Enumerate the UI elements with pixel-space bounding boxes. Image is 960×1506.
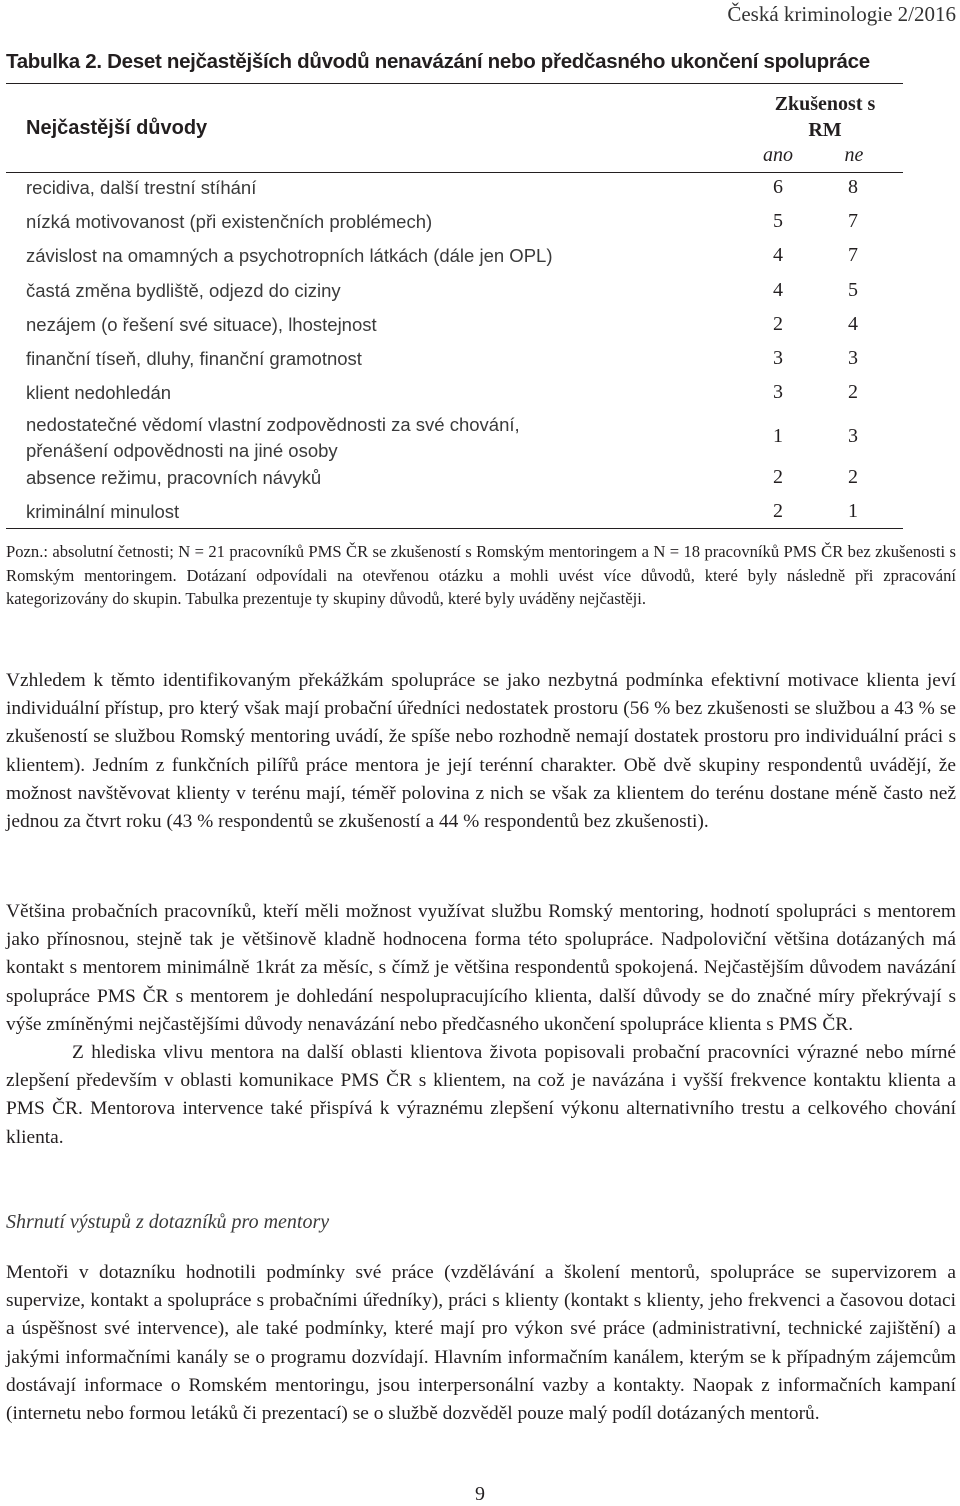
table-top-rule [6, 83, 903, 84]
paragraph-obstacles [6, 667, 956, 836]
paragraph-text: Vzhledem k těmto identifikovaným překážkám spolupráce se jako nezbytná podmínka efektivní motivace klienta jeví individuální přístup, pro který však mají probační úředníci nedostatek prostoru (56 % bez zkušenosti se službou a 43 % se zkušeností se službou Romský mentoring uvádí, že spíše nebo rozhodně nemají dostatek prostoru pro individuální práci s klientem). Jedním z funkčních pilířů práce mentora je její terénní charakter. Obě dvě skupiny respondentů uvádějí, že možnost navštěvovat klienty v terénu mají, téměř polovina z nich se však za klientem do terénu dostane méně často než jednou za čtvrt roku (43 % respondentů se zkušeností a 44 % respondentů bez zkušenosti). [6, 670, 956, 833]
row-reason: klient nedohledán [26, 382, 172, 403]
row-no-count: 3 [848, 347, 858, 369]
row-yes-count: 3 [773, 381, 783, 403]
row-reason: nezájem (o řešení své situace), lhostejnost [26, 314, 377, 335]
row-no-count: 3 [848, 425, 858, 447]
journal-header: Česká kriminologie 2/2016 [727, 2, 956, 26]
row-reason: častá změna bydliště, odjezd do ciziny [26, 280, 341, 301]
row-reason-line1: nedostatečné vědomí vlastní zodpovědnosti za své chování, [26, 414, 520, 435]
row-yes-count: 4 [773, 244, 783, 266]
table-bottom-rule [6, 528, 903, 529]
page-number: 9 [475, 1483, 485, 1505]
row-yes-count: 2 [773, 466, 783, 488]
column-header-no: ne [844, 144, 864, 166]
row-reason: recidiva, další trestní stíhání [26, 177, 257, 198]
row-no-count: 1 [848, 500, 858, 522]
column-header-experience-line2: RM [808, 119, 842, 141]
row-no-count: 2 [848, 466, 858, 488]
row-reason: finanční tíseň, dluhy, finanční gramotnost [26, 348, 362, 369]
row-no-count: 4 [848, 313, 858, 335]
row-no-count: 7 [848, 210, 858, 232]
row-no-count: 5 [848, 279, 858, 301]
row-no-count: 7 [848, 244, 858, 266]
table-note-text: : absolutní četnosti; N = 21 pracovníků PMS ČR se zkušeností s Romským mentoringem a N = 18 pracovníků PMS ČR bez zkušenosti s Romským mentoringem. Dotázaní odpovídali na otevřenou otázku a mohli uvést více důvodů, které byly následně při zpracování kategorizovány do skupin. Tabulka prezentuje ty skupiny důvodů, které byly uváděny nejčastěji. [6, 542, 956, 609]
paragraph-text: Mentoři v dotazníku hodnotili podmínky své práce (vzdělávání a školení mentorů, spolupráce se supervizorem a supervize, kontakt a spolupráce s probačními úředníky), práci s klienty (kontakt s klienty, jeho frekvenci a časovou dotaci a úspěšnost své intervence), ale také podmínky, které mají pro výkon své práce (administrativní, technické zajištění) a jakými informačními kanály se o programu dozvídají. Hlavním informačním kanálem, kterým se k případným zájemcům dostávají informace o Romském mentoringu, jsou interpersonální vazby a kontakty. Naopak z informačních kampaní (internetu nebo formou letáků či prezentací) se o službě dozvěděl pouze malý podíl dotázaných mentorů. [6, 1262, 956, 1425]
column-header-experience [760, 91, 890, 143]
column-header-yes: ano [763, 144, 793, 166]
row-reason: kriminální minulost [26, 501, 180, 522]
column-header-experience-line1: Zkušenost s [774, 93, 876, 115]
row-no-count: 8 [848, 176, 858, 198]
table-caption: Tabulka 2. Deset nejčastějších důvodů nenavázání nebo předčasného ukončení spolupráce [6, 50, 870, 73]
row-reason: závislost na omamných a psychotropních látkách (dále jen OPL) [26, 245, 553, 266]
paragraph-text: Většina probačních pracovníků, kteří měli možnost využívat službu Romský mentoring, hodnotí spolupráci s mentorem jako přínosnou, stejně tak je většinově kladně hodnocena forma této spolupráce. Nadpoloviční většina dotázaných má kontakt s mentorem minimálně 1krát za měsíc, s čímž je většina respondentů spokojená. Nejčastějším důvodem navázání spolupráce PMS ČR s mentorem je dohledání nespolupracujícího klienta, další důvody se do značné míry překrývají s výše zmíněnými nejčastějšími důvody nenavázání nebo předčasného ukončení spolupráce klienta s PMS ČR. [6, 901, 956, 1035]
table-note-label: Pozn. [6, 542, 44, 561]
row-yes-count: 4 [773, 279, 783, 301]
row-yes-count: 5 [773, 210, 783, 232]
row-yes-count: 2 [773, 500, 783, 522]
row-yes-count: 3 [773, 347, 783, 369]
table-note [6, 540, 956, 611]
row-reason-line2: přenášení odpovědnosti na jiné osoby [26, 440, 338, 461]
table-header-rule [6, 172, 903, 173]
paragraph-mentors [6, 1259, 956, 1428]
row-reason: absence režimu, pracovních návyků [26, 467, 322, 488]
paragraph-text: Z hlediska vlivu mentora na další oblasti klientova života popisovali probační pracovníci výrazné nebo mírné zlepšení především v oblasti komunikace PMS ČR s klientem, na což je navázána i vyšší frekvence kontaktu klienta a PMS ČR. Mentorova intervence také přispívá k výraznému zlepšení výkonu alternativního trestu a celkového chování klienta. [6, 1042, 956, 1148]
column-header-reasons: Nejčastější důvody [26, 117, 208, 139]
row-yes-count: 6 [773, 176, 783, 198]
row-reason: nízká motivovanost (při existenčních problémech) [26, 211, 433, 232]
row-yes-count: 2 [773, 313, 783, 335]
section-subheading: Shrnutí výstupů z dotazníků pro mentory [6, 1211, 330, 1233]
paragraph-cooperation [6, 898, 956, 1152]
row-yes-count: 1 [773, 425, 783, 447]
row-no-count: 2 [848, 381, 858, 403]
